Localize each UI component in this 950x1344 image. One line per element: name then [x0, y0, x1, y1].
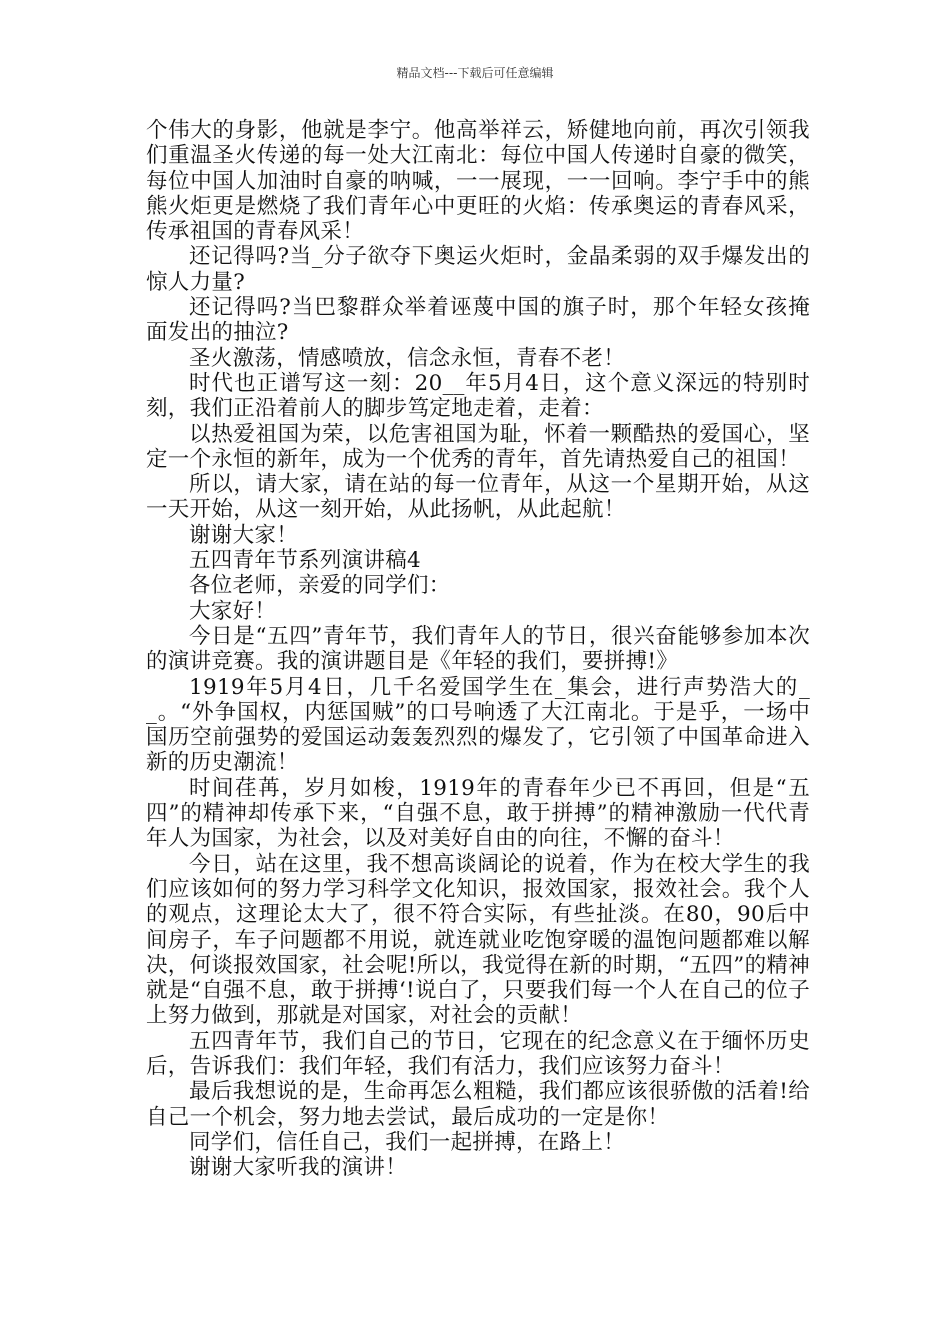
- paragraph: 时代也正谱写这一刻：20__年5月4日，这个意义深远的特别时刻，我们正沿着前人的脚步笃定地走着，走着：: [146, 370, 810, 422]
- paragraph: 今日，站在这里，我不想高谈阔论的说着，作为在校大学生的我们应该如何的努力学习科学文化知识，报效国家，报效社会。我个人的观点，这理论太大了，很不符合实际，有些扯淡。在80，90后中间房子，车子问题都不用说，就连就业吃饱穿暖的温饱问题都难以解决，何谈报效国家，社会呢!所以，我觉得在新的时期，“五四”的精神就是“自强不息，敢于拼搏‘!说白了，只要我们每一个人在自己的位子上努力做到，那就是对国家，对社会的贡献！: [146, 851, 810, 1029]
- paragraph: 五四青年节，我们自己的节日，它现在的纪念意义在于缅怀历史后，告诉我们：我们年轻，我们有活力，我们应该努力奋斗！: [146, 1028, 810, 1079]
- paragraph: 谢谢大家听我的演讲！: [189, 1155, 408, 1181]
- paragraph: 个伟大的身影，他就是李宁。他高举祥云，矫健地向前，再次引领我们重温圣火传递的每一处大江南北：每位中国人传递时自豪的微笑，每位中国人加油时自豪的呐喊，一一展现，一一回响。李宁手中的熊熊火炬更是燃烧了我们青年心中更旺的火焰：传承奥运的青春风采，传承祖国的青春风采！: [146, 118, 810, 245]
- document-body: [146, 118, 810, 1180]
- paragraph: 谢谢大家！: [189, 522, 299, 548]
- paragraph: 大家好！: [189, 598, 277, 624]
- paragraph: 最后我想说的是，生命再怎么粗糙，我们都应该很骄傲的活着!给自己一个机会，努力地去尝试，最后成功的一定是你！: [146, 1079, 810, 1130]
- paragraph: 圣火激荡，情感喷放，信念永恒，青春不老！: [189, 345, 626, 371]
- paragraph: 所以，请大家，请在站的每一位青年，从这一个星期开始，从这一天开始，从这一刻开始，从此扬帆，从此起航！: [146, 472, 810, 523]
- paragraph: 各位老师，亲爱的同学们：: [189, 573, 451, 599]
- page-header: 精品文档---下载后可任意编辑: [396, 66, 554, 80]
- paragraph: 还记得吗?当_分子欲夺下奥运火炬时，金晶柔弱的双手爆发出的惊人力量?: [146, 244, 810, 295]
- paragraph: 今日是“五四”青年节，我们青年人的节日，很兴奋能够参加本次的演讲竞赛。我的演讲题目是《年轻的我们，要拼搏!》: [146, 623, 810, 675]
- paragraph: 还记得吗?当巴黎群众举着诬蔑中国的旗子时，那个年轻女孩掩面发出的抽泣?: [146, 295, 810, 346]
- paragraph: 五四青年节系列演讲稿4: [189, 548, 421, 574]
- paragraph: 以热爱祖国为荣，以危害祖国为耻，怀着一颗酷热的爱国心，坚定一个永恒的新年，成为一个优秀的青年，首先请热爱自己的祖国！: [146, 421, 810, 472]
- paragraph: 同学们，信任自己，我们一起拼搏，在路上！: [189, 1129, 626, 1155]
- paragraph: 1919年5月4日，几千名爱国学生在_集会，进行声势浩大的__。“外争国权，内惩国贼”的口号响透了大江南北。于是乎，一场中国历空前强势的爱国运动轰轰烈烈的爆发了，它引领了中国革命进入新的历史潮流！: [146, 674, 810, 776]
- paragraph: 时间荏苒，岁月如梭，1919年的青春年少已不再回，但是“五四”的精神却传承下来，“自强不息，敢于拼搏”的精神激励一代代青年人为国家，为社会，以及对美好自由的向往，不懈的奋斗！: [146, 775, 810, 852]
